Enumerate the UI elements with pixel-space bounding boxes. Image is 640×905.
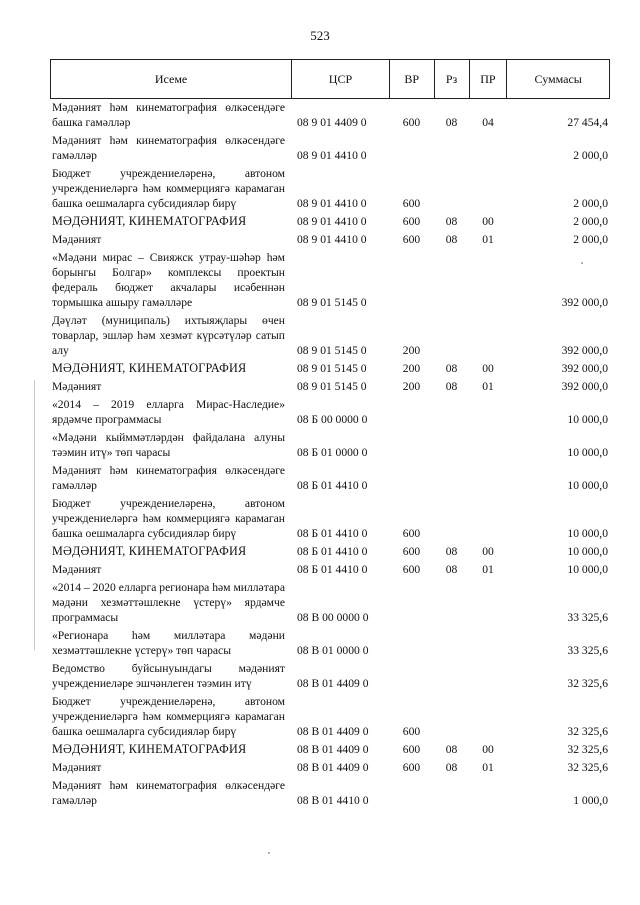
- table-row: [50, 694, 610, 739]
- table-row: [50, 628, 610, 658]
- table-row: [50, 361, 610, 376]
- header-rz: Рз: [434, 60, 469, 98]
- row-vr: 600: [402, 743, 421, 756]
- table-row: [50, 463, 610, 493]
- table-row: [50, 742, 610, 757]
- table-header: [50, 59, 610, 99]
- row-csr: 08 9 01 5145 0: [297, 344, 367, 357]
- row-csr: 08 9 01 4410 0: [297, 197, 367, 210]
- row-name: Мәдәният һәм кинематография өлкәсендәге гамәлләр: [52, 134, 285, 162]
- row-sum: 10 000,0: [567, 479, 608, 492]
- row-sum: 392 000,0: [561, 296, 608, 309]
- margin-mark: [34, 380, 35, 650]
- table-row: [50, 430, 610, 460]
- row-name: Бюджет учреждениеләренә, автоном учреждениеләргә һәм коммерциягә карамаган башка оешмаларга субсидияләр бирү: [52, 695, 285, 738]
- table-row: [50, 661, 610, 691]
- row-csr: 08 9 01 4410 0: [297, 215, 367, 228]
- row-name: Дәүләт (муниципаль) ихтыяҗлары өчен товарлар, эшләр һәм хезмәт күрсәтүләр сатып алу: [52, 314, 285, 357]
- row-csr: 08 В 01 4409 0: [297, 725, 369, 738]
- row-csr: 08 9 01 4409 0: [297, 116, 367, 129]
- row-csr: 08 Б 01 4410 0: [297, 527, 368, 540]
- table-row: [50, 250, 610, 310]
- row-pr: 00: [482, 362, 494, 375]
- row-sum: 10 000,0: [567, 446, 608, 459]
- row-rz: 08: [445, 215, 458, 228]
- scan-speck: [268, 852, 270, 854]
- row-sum: 10 000,0: [567, 545, 608, 558]
- row-name: МӘДӘНИЯТ, КИНЕМАТОГРАФИЯ: [52, 742, 247, 756]
- header-name: Исеме: [154, 71, 188, 86]
- header-vr: ВР: [389, 60, 434, 98]
- row-csr: 08 9 01 4410 0: [297, 149, 367, 162]
- row-vr: 200: [402, 380, 421, 393]
- row-pr: 00: [482, 545, 494, 558]
- row-csr: 08 9 01 5145 0: [297, 380, 367, 393]
- row-sum: 10 000,0: [567, 413, 608, 426]
- row-sum: 1 000,0: [573, 794, 608, 807]
- row-sum: 2 000,0: [573, 149, 608, 162]
- row-vr: 600: [402, 563, 421, 576]
- row-sum: 2 000,0: [573, 233, 608, 246]
- row-name: Мәдәният һәм кинематография өлкәсендәге гамәлләр: [52, 779, 285, 807]
- row-sum: 33 325,6: [567, 644, 608, 657]
- row-rz: 08: [445, 563, 458, 576]
- row-sum: 2 000,0: [573, 197, 608, 210]
- row-sum: 2 000,0: [573, 215, 608, 228]
- table-row: [50, 580, 610, 625]
- row-sum: 10 000,0: [567, 527, 608, 540]
- row-name: «Регионара һәм милләтара мәдәни хезмәттәшлекне үстерү» төп чарасы: [52, 629, 285, 657]
- row-vr: 600: [402, 197, 421, 210]
- row-name: МӘДӘНИЯТ, КИНЕМАТОГРАФИЯ: [52, 361, 247, 375]
- row-name: Мәдәният: [52, 233, 102, 246]
- table-row: [50, 397, 610, 427]
- row-sum: 392 000,0: [561, 344, 608, 357]
- table-body: [50, 100, 610, 808]
- row-name: Мәдәният: [52, 380, 102, 393]
- row-sum: 32 325,6: [567, 743, 608, 756]
- table-row: [50, 133, 610, 163]
- table-row: [50, 232, 610, 247]
- row-name: Мәдәният һәм кинематография өлкәсендәге гамәлләр: [52, 464, 285, 492]
- header-sum: Суммасы: [506, 60, 609, 98]
- row-sum: 10 000,0: [567, 563, 608, 576]
- row-pr: 01: [482, 380, 494, 393]
- row-sum: 33 325,6: [567, 611, 608, 624]
- row-rz: 08: [445, 743, 458, 756]
- page-number: 523: [310, 28, 330, 43]
- row-csr: 08 Б 01 4410 0: [297, 545, 368, 558]
- row-name: «Мәдәни кыйммәтләрдән файдалана алуны тәэмин итү» төп чарасы: [52, 431, 285, 459]
- row-csr: 08 В 01 4409 0: [297, 743, 369, 756]
- row-vr: 600: [402, 527, 421, 540]
- row-rz: 08: [445, 116, 458, 129]
- budget-table: [50, 59, 610, 811]
- row-csr: 08 9 01 5145 0: [297, 362, 367, 375]
- row-name: МӘДӘНИЯТ, КИНЕМАТОГРАФИЯ: [52, 214, 247, 228]
- row-rz: 08: [445, 233, 458, 246]
- row-sum: 32 325,6: [567, 677, 608, 690]
- row-pr: 01: [482, 233, 494, 246]
- row-name: Ведомство буйсынуындагы мәдәният учреждениеләре эшчәнлеген тәэмин итү: [52, 662, 285, 690]
- row-csr: 08 Б 01 0000 0: [297, 446, 368, 459]
- row-pr: 01: [482, 563, 494, 576]
- row-vr: 600: [402, 725, 421, 738]
- table-row: [50, 166, 610, 211]
- row-sum: 32 325,6: [567, 725, 608, 738]
- row-sum: 392 000,0: [561, 362, 608, 375]
- table-row: [50, 100, 610, 130]
- row-csr: 08 Б 00 0000 0: [297, 413, 368, 426]
- table-row: [50, 214, 610, 229]
- row-csr: 08 В 00 0000 0: [297, 611, 369, 624]
- row-vr: 600: [402, 545, 421, 558]
- row-vr: 600: [402, 116, 421, 129]
- row-sum: 32 325,6: [567, 761, 608, 774]
- row-name: Мәдәният: [52, 761, 102, 774]
- table-row: [50, 544, 610, 559]
- row-name: Мәдәният: [52, 563, 102, 576]
- row-csr: 08 В 01 4409 0: [297, 677, 369, 690]
- table-row: [50, 760, 610, 775]
- row-pr: 04: [482, 116, 494, 129]
- row-name: Мәдәният һәм кинематография өлкәсендәге башка гамәлләр: [52, 101, 285, 129]
- row-name: «2014 – 2020 елларга регионара һәм милләтара мәдәни хезмәттәшлекне үстерү» ярдәмче программасы: [52, 581, 285, 624]
- table-row: [50, 313, 610, 358]
- row-name: Бюджет учреждениеләренә, автоном учреждениеләргә һәм коммерциягә карамаган башка оешмаларга субсидияләр бирү: [52, 167, 285, 210]
- row-pr: 00: [482, 215, 494, 228]
- table-row: [50, 562, 610, 577]
- row-csr: 08 Б 01 4410 0: [297, 479, 368, 492]
- row-csr: 08 9 01 4410 0: [297, 233, 367, 246]
- row-pr: 00: [482, 743, 494, 756]
- row-csr: 08 Б 01 4410 0: [297, 563, 368, 576]
- header-csr: ЦСР: [291, 60, 389, 98]
- row-sum: 392 000,0: [561, 380, 608, 393]
- header-pr: ПР: [469, 60, 507, 98]
- row-name: «2014 – 2019 елларга Мирас-Наследие» ярдәмче программасы: [52, 398, 285, 426]
- row-name: Бюджет учреждениеләренә, автоном учреждениеләргә һәм коммерциягә карамаган башка оешмаларга субсидияләр бирү: [52, 497, 285, 540]
- row-rz: 08: [445, 362, 458, 375]
- row-sum: 27 454,4: [567, 116, 608, 129]
- row-csr: 08 9 01 5145 0: [297, 296, 367, 309]
- row-rz: 08: [445, 761, 458, 774]
- table-row: [50, 496, 610, 541]
- row-name: МӘДӘНИЯТ, КИНЕМАТОГРАФИЯ: [52, 544, 247, 558]
- table-row: [50, 379, 610, 394]
- row-csr: 08 В 01 4410 0: [297, 794, 369, 807]
- table-row: [50, 778, 610, 808]
- row-vr: 200: [402, 362, 421, 375]
- row-csr: 08 В 01 0000 0: [297, 644, 369, 657]
- row-rz: 08: [445, 545, 458, 558]
- row-rz: 08: [445, 380, 458, 393]
- row-vr: 600: [402, 215, 421, 228]
- row-csr: 08 В 01 4409 0: [297, 761, 369, 774]
- row-vr: 200: [402, 344, 421, 357]
- row-name: «Мәдәни мирас – Свияжск утрау-шәһәр һәм борынгы Болгар» комплексы проектын федераль бюджет акчалары исәбеннән тормышка ашыру гамәлләре: [52, 251, 285, 309]
- row-vr: 600: [402, 761, 421, 774]
- row-vr: 600: [402, 233, 421, 246]
- row-pr: 01: [482, 761, 494, 774]
